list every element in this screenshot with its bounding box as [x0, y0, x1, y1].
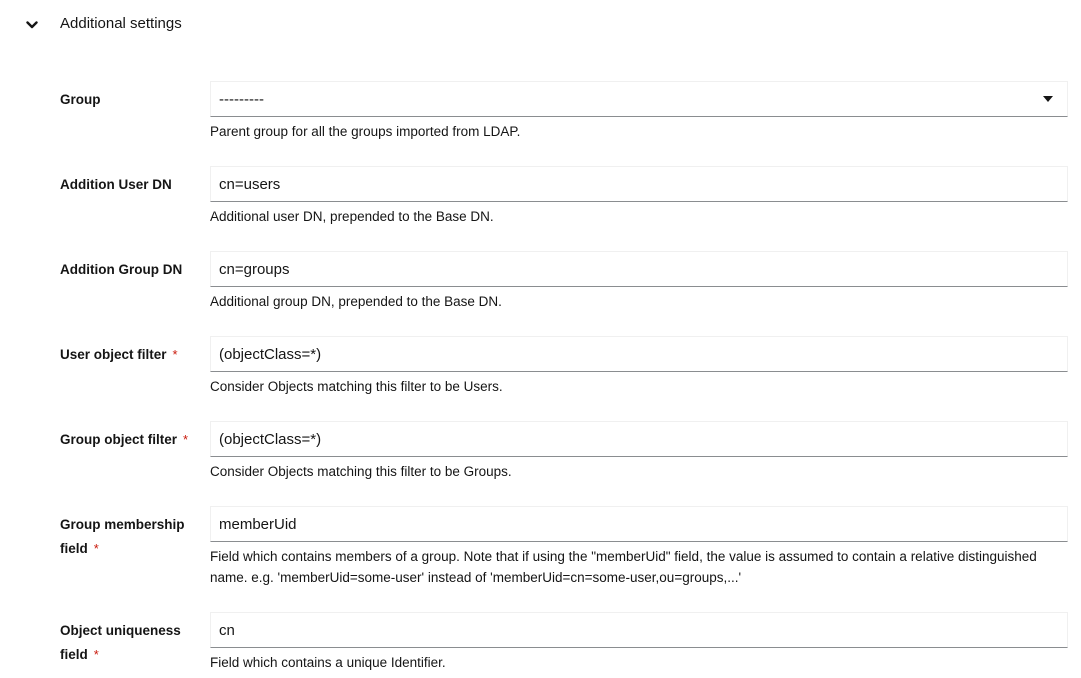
user-object-filter-field[interactable]: [210, 336, 1068, 372]
group-membership-field-helper: Field which contains members of a group. Note that if using the "memberUid" field, the value is assumed to contain a relative distinguished name. e.g. 'memberUid=some-user' instead of 'memberUid=cn=some-user,ou=groups,...': [210, 549, 1037, 585]
group-object-filter-input[interactable]: [219, 422, 1059, 456]
addition-group-dn-helper: Additional group DN, prepended to the Base DN.: [210, 294, 502, 309]
group-membership-field-input[interactable]: [219, 507, 1059, 541]
group-object-filter-helper: Consider Objects matching this filter to be Groups.: [210, 464, 512, 479]
group-helper: Parent group for all the groups imported from LDAP.: [210, 124, 521, 139]
group-object-filter-label: Group object filter *: [60, 432, 189, 447]
user-object-filter-helper: Consider Objects matching this filter to be Users.: [210, 379, 503, 394]
addition-group-dn-label: Addition Group DN: [60, 262, 183, 277]
addition-user-dn-label: Addition User DN: [60, 177, 172, 192]
required-marker: *: [183, 432, 189, 447]
group-select-value: ---------: [219, 90, 264, 108]
object-uniqueness-field-helper: Field which contains a unique Identifier.: [210, 655, 446, 670]
addition-group-dn-input[interactable]: [219, 252, 1059, 286]
group-membership-field-field[interactable]: [210, 506, 1068, 542]
object-uniqueness-field-input[interactable]: [219, 613, 1059, 647]
object-uniqueness-field-label: Object uniqueness field *: [60, 623, 181, 662]
object-uniqueness-field-field[interactable]: [210, 612, 1068, 648]
caret-down-icon: [1043, 96, 1053, 102]
addition-group-dn-field[interactable]: [210, 251, 1068, 287]
addition-user-dn-field[interactable]: [210, 166, 1068, 202]
group-object-filter-field[interactable]: [210, 421, 1068, 457]
user-object-filter-input[interactable]: [219, 337, 1059, 371]
required-marker: *: [93, 647, 99, 662]
group-label: Group: [60, 92, 101, 107]
required-marker: *: [93, 541, 99, 556]
addition-user-dn-helper: Additional user DN, prepended to the Base DN.: [210, 209, 494, 224]
required-marker: *: [172, 347, 178, 362]
additional-settings-header[interactable]: [0, 0, 1081, 50]
addition-user-dn-input[interactable]: [219, 167, 1059, 201]
group-membership-field-label: Group membership field *: [60, 517, 185, 556]
user-object-filter-label: User object filter *: [60, 347, 178, 362]
chevron-down-icon[interactable]: [26, 19, 38, 31]
group-select[interactable]: [210, 81, 1068, 117]
section-title: Additional settings: [60, 15, 182, 32]
